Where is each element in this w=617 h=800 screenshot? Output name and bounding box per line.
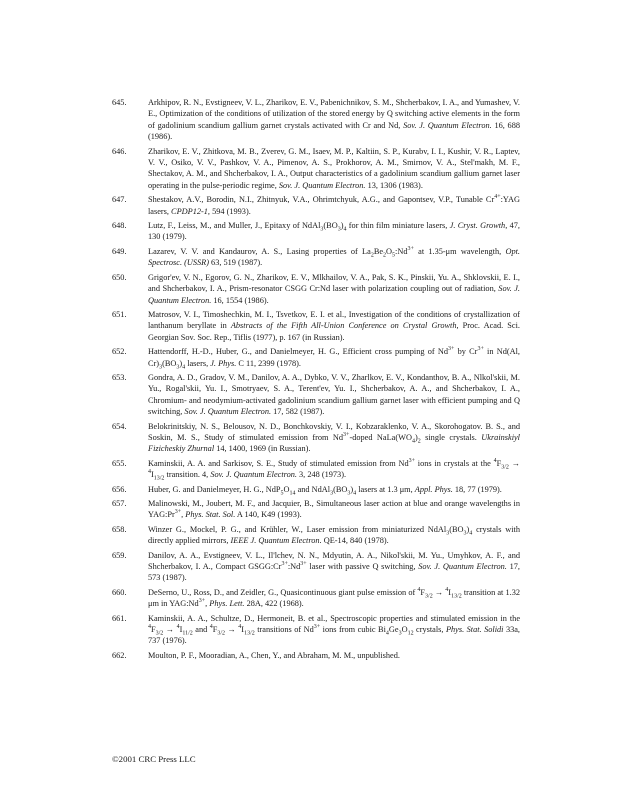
- reference-text: Grigor'ev, V. N., Egorov, G. N., Zharikov, E. V., Mlkhailov, V. A., Pak, S. K., Pinskii, Yu. A., Shklovskii, E. I., and Shcherbakov, I. A., Prism-resonator CSGG Cr:Nd laser with polarization coupling out of radiation, Sov. J. Quantum Electron. 16, 1554 (1986).: [148, 272, 520, 305]
- reference-text: Huber, G. and Danielmeyer, H. G., $NdP_5O_{14}$ and $NdAl_3(BO_3)_4$ lasers at 1.3 μm, Appl. Phys. 18, 77 (1979).: [148, 484, 502, 497]
- reference-text: Zharikov, E. V., Zhitkova, M. B., Zverev, G. M., Isaev, M. P., Kaltiin, S. P., Kurabv, I. I., Kushir, V. R., Laptev, V. V., Osiko, V. V., Pashkov, V. A., Pimenov, A. S., Prokhorov, A. M., Smirnov, V. A., Stel'makh, M. F., Shectakov, A. M., and Shcherbakov, I. A., Output characteristics of a gadolinium scandium gallium garnet laser operating in the pulse-periodic regime, Sov. J. Quantum Electron. 13, 1306 (1983).: [148, 146, 520, 190]
- reference-number: 656.: [112, 484, 127, 494]
- reference-number: 652.: [112, 347, 127, 357]
- reference-item: [0, 372, 617, 418]
- reference-text: Lazarev, V. V. and Kandaurov, A. S., Lasing properties of $La_2Be_2O_5:Nd^{3+}$ at 1.35-μm wavelength, Opt. Spectrosc. (USSR) 63, 519 (1987).: [148, 246, 520, 268]
- reference-item: [0, 550, 617, 584]
- reference-text: Kaminskii, A. A., Schultze, D., Hermoneit, B. et al., Spectroscopic properties and stimulated emission in the $^4F_{3/2} \to ^4I_{11/2}$ and $^4F_{3/2} \to ^4I_{13/2}$ transitions of $Nd^{3+}$ ions from cubic $Bi_4Ge_3O_{12}$ crystals, Phys. Stat. Solidi 33a, 737 (1976).: [148, 613, 521, 646]
- reference-number: 649.: [112, 246, 127, 256]
- reference-number: 658.: [112, 524, 127, 534]
- reference-item: [0, 421, 617, 455]
- reference-text: DeSerno, U., Ross, D., and Zeidler, G., Quasicontinuous giant pulse emission of $^4F_{3/2} \to ^4I_{13/2}$ transition at 1.32 μm in $YAG:Nd^{3+}$, Phys. Lett. 28A, 422 (1968).: [148, 587, 521, 609]
- reference-number: 655.: [112, 458, 127, 468]
- reference-text: Hattendorff, H.-D., Huber, G., and Danielmeyer, H. G., Efficient cross pumping of $Nd^{3+}$ by $Cr^{3+}$ in Nd(Al, $Cr)_3(BO_3)_4$ lasers, J. Phys. C 11, 2399 (1978).: [148, 346, 520, 371]
- reference-item: [0, 272, 617, 306]
- reference-text: Winzer G., Mockel, P. G., and Krühler, W., Laser emission from miniaturized $NdAl_3(BO_3)_4$ crystals with directly applied mirrors, IEEE J. Quantum Electron. QE-14, 840 (1978).: [148, 524, 521, 546]
- reference-number: 645.: [112, 98, 127, 107]
- reference-text: Malinowski, M., Joubert, M. F., and Jacquier, B., Simultaneous laser action at blue and orange wavelengths in $YAG:Pr^{3+}$, Phys. Stat. Sol. A 140, K49 (1993).: [148, 499, 520, 520]
- reference-item: [0, 587, 617, 610]
- reference-number: 647.: [112, 195, 127, 205]
- reference-number: 646.: [112, 146, 127, 156]
- reference-item: [0, 650, 617, 661]
- reference-text: Kaminskii, A. A. and Sarkisov, S. E., Study of stimulated emission from $Nd^{3+}$ ions in crystals at the $^4F_{3/2} \to ^4I_{13/2}$ transition. 4, Sov. J. Quantum Electron. 3, 248 (1973).: [148, 458, 520, 482]
- reference-item: [0, 498, 617, 521]
- reference-item: [0, 613, 617, 647]
- reference-number: 650.: [112, 272, 127, 282]
- reference-text: Shestakov, A.V., Borodin, N.I., Zhitnyuk, V.A., Ohrimtchyuk, A.G., and Gapontsev, V.P., Tunable $Cr^{4+}:YAG$ lasers, CPDP12-1, 594 (1993).: [148, 194, 520, 216]
- reference-number: 654.: [112, 421, 127, 431]
- reference-list: [0, 97, 617, 664]
- reference-number: 659.: [112, 550, 127, 560]
- reference-number: 660.: [112, 587, 127, 597]
- reference-text: Lutz, F., Leiss, M., and Muller, J., Epitaxy of $NdAl_3(BO_3)_4$ for thin film miniature lasers, J. Cryst. Growth, 47, 130 (1979).: [148, 221, 520, 242]
- reference-item: [0, 524, 617, 547]
- reference-item: [0, 484, 617, 495]
- reference-number: 648.: [112, 221, 127, 231]
- reference-number: 657.: [112, 499, 127, 508]
- reference-item: [0, 146, 617, 192]
- reference-text: Arkhipov, R. N., Evstigneev, V. L., Zharikov, E. V., Pabenichnikov, S. M., Shcherbakov, I. A., and Yumashev, V. E., Optimization of the conditions of utilization of the stored energy by Q switching active elements in the form of gadolinium scandium gallium garnet crystals activated with Cr and Nd, Sov. J. Quantum Electron. 16, 688 (1986).: [148, 98, 521, 142]
- reference-item: [0, 194, 617, 217]
- reference-number: 662.: [112, 650, 127, 660]
- reference-item: [0, 346, 617, 369]
- reference-item: [0, 220, 617, 243]
- reference-item: [0, 97, 617, 143]
- reference-number: 651.: [112, 309, 127, 319]
- reference-number: 661.: [112, 613, 127, 623]
- reference-item: [0, 309, 617, 343]
- reference-text: Gondra, A. D., Gradov, V. M., Danilov, A. A., Dybko, V. V., Zharlkov, E. V., Kondanthov, B. A., Nlkol'skii, M. Yu., Rogal'skii, Yu. I., Smotryaev, S. A., Terent'ev, Yu. I., Shcherbakov, A. A., and Shcherbakov, I. A., Chromium- and neodymium-activated gadolinium scandium gallium garnet laser with efficient pumping and Q switching, Sov. J. Quantum Electron. 17, 582 (1987).: [148, 372, 520, 417]
- reference-item: [0, 246, 617, 269]
- copyright-footer: ©2001 CRC Press LLC: [112, 754, 196, 764]
- reference-text: Moulton, P. F., Mooradian, A., Chen, Y., and Abraham, M. M., unpublished.: [148, 650, 400, 660]
- reference-number: 653.: [112, 372, 127, 382]
- reference-text: Matrosov, V. I., Timoshechkin, M. I., Tsvetkov, E. I. et al., Investigation of the conditions of crystallization of lanthanum beryllate in Abstracts of the Fifth All-Union Conference on Crystal Growth, Proc. Acad. Sci. Georgian Sov. Soc. Rep., Tiflis (1977), p. 167 (in Russian).: [148, 309, 520, 342]
- reference-item: [0, 458, 617, 481]
- reference-text: Danilov, A. A., Evstigneev, V. L., Il'lchev, N. N., Mdyutin, A. A., Nikol'skii, M. Yu., Umyhkov, A. F., and Shcherbakov, I. A., Compact $GSGG:Cr^{3+}:Nd^{3+}$ laser with passive Q switching, Sov. J. Quantum Electron. 17, 573 (1987).: [148, 550, 520, 583]
- reference-text: Belokrinitskiy, N. S., Belousov, N. D., Bonchkovskiy, V. I., Kobzaraklenko, V. A., Skorohogatov. B. S., and Soskin, M. S., Study of stimulated emission from $Nd^{3+}$-doped $NaLa(WO_4)_2$ single crystals. Ukrainskiyl Fizicheskiy Zhurnal 14, 1400, 1969 (in Russian).: [148, 421, 520, 454]
